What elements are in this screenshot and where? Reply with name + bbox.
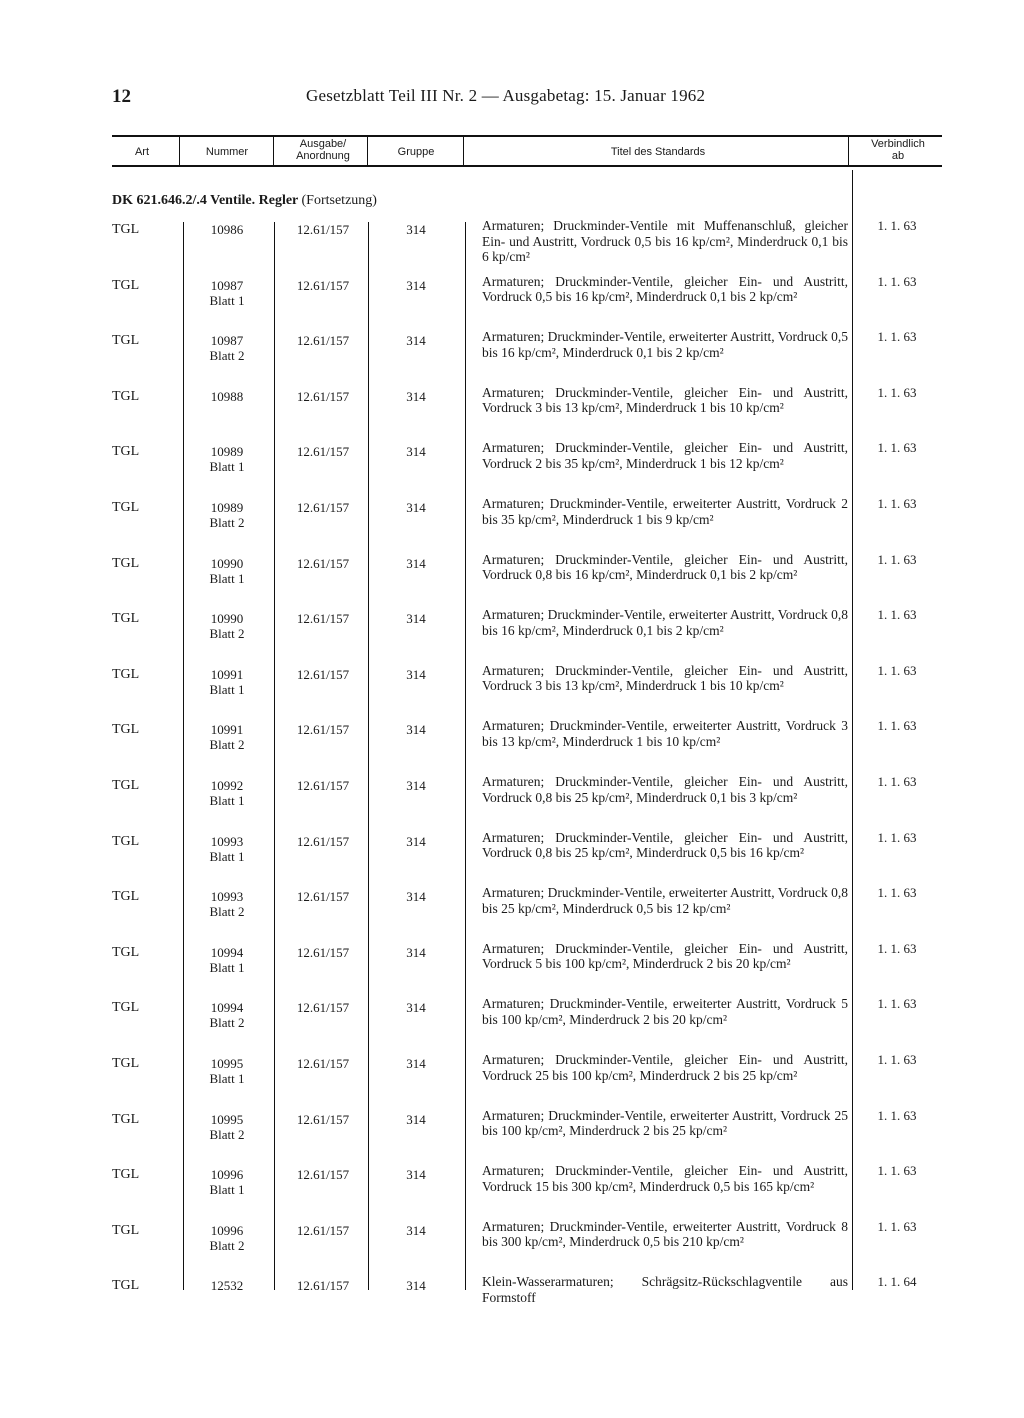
row-ausgabe: 12.61/157 (296, 1000, 350, 1016)
table-row (0, 1274, 1024, 1326)
row-verbindlich-ab: 1. 1. 64 (877, 1274, 917, 1290)
row-art: TGL (112, 1167, 140, 1183)
row-ausgabe: 12.61/157 (296, 1056, 350, 1071)
row-verbindlich-ab: 1. 1. 63 (877, 940, 917, 956)
row-verbindlich-ab: 1. 1. 63 (877, 273, 917, 289)
row-verbindlich-ab: 1. 1. 63 (877, 384, 917, 400)
row-nummer (180, 278, 274, 308)
row-nummer (180, 889, 274, 919)
row-number: 10995 (210, 1056, 244, 1071)
col-header-ausgabe (278, 138, 368, 162)
row-titel: Armaturen; Druckminder-Ventile, gleicher Ein- und Austritt, Vordruck 25 bis 100 kp/cm², Minderdruck 2 bis 25 kp/cm² (482, 1052, 848, 1083)
row-verbindlich-ab: 1. 1. 63 (877, 1052, 917, 1067)
col-header-verbindlich-line1: Verbindlich (871, 138, 925, 150)
header-divider (848, 137, 849, 165)
row-blatt: Blatt 1 (209, 959, 245, 975)
row-nummer (180, 1278, 274, 1293)
row-number: 10994 (210, 1000, 244, 1016)
row-gruppe: 314 (406, 722, 426, 738)
header-divider (367, 137, 368, 165)
row-gruppe: 314 (406, 666, 426, 682)
row-blatt: Blatt 1 (209, 793, 245, 808)
table-row (0, 885, 1024, 937)
row-verbindlich-ab: 1. 1. 63 (877, 1107, 917, 1123)
row-titel: Armaturen; Druckminder-Ventile, gleicher Ein- und Austritt, Vordruck 0,8 bis 16 kp/cm², Minderdruck 0,1 bis 2 kp/cm² (482, 551, 848, 583)
row-blatt: Blatt 2 (209, 1237, 245, 1253)
row-ausgabe: 12.61/157 (296, 500, 350, 515)
row-titel: Armaturen; Druckminder-Ventile, erweiterter Austritt, Vordruck 3 bis 13 kp/cm², Minderdruck 1 bis 10 kp/cm² (482, 718, 848, 749)
row-titel: Armaturen; Druckminder-Ventile, gleicher Ein- und Austritt, Vordruck 3 bis 13 kp/cm², Minderdruck 1 bis 10 kp/cm² (482, 384, 848, 416)
row-ausgabe: 12.61/157 (296, 222, 350, 237)
row-titel: Armaturen; Druckminder-Ventile, erweiterter Austritt, Vordruck 0,8 bis 16 kp/cm², Minderdruck 0,1 bis 2 kp/cm² (482, 607, 848, 638)
row-verbindlich-ab: 1. 1. 63 (877, 774, 917, 789)
row-number: 12532 (210, 1278, 244, 1294)
table-row (0, 1108, 1024, 1160)
row-nummer (180, 222, 274, 237)
row-number: 10991 (210, 722, 244, 738)
row-art: TGL (112, 722, 140, 738)
row-ausgabe: 12.61/157 (296, 277, 350, 293)
row-ausgabe: 12.61/157 (296, 1111, 350, 1127)
row-ausgabe: 12.61/157 (296, 388, 350, 404)
row-verbindlich-ab: 1. 1. 63 (877, 996, 917, 1012)
row-gruppe: 314 (406, 1278, 426, 1294)
row-number: 10988 (210, 388, 244, 404)
row-ausgabe: 12.61/157 (296, 1222, 350, 1238)
row-blatt: Blatt 1 (209, 292, 245, 308)
row-blatt: Blatt 2 (209, 737, 245, 753)
row-nummer (180, 834, 274, 864)
row-blatt: Blatt 1 (209, 681, 245, 697)
row-gruppe: 314 (406, 222, 426, 237)
row-ausgabe: 12.61/157 (296, 333, 350, 349)
row-ausgabe: 12.61/157 (296, 444, 350, 460)
table-header-rule (112, 165, 942, 167)
table-row (0, 218, 1024, 270)
row-ausgabe: 12.61/157 (296, 889, 350, 905)
row-blatt: Blatt 2 (209, 348, 245, 364)
row-verbindlich-ab: 1. 1. 63 (877, 496, 917, 511)
row-blatt: Blatt 2 (209, 904, 245, 920)
table-row (0, 329, 1024, 381)
row-blatt: Blatt 2 (209, 515, 245, 530)
row-titel: Armaturen; Druckminder-Ventile mit Muffenanschluß, gleicher Ein- und Austritt, Vordruck 0,5 bis 16 kp/cm², Minderdruck 0,1 bis 6 kp/cm² (482, 218, 848, 264)
row-art: TGL (112, 889, 140, 905)
col-header-verbindlich-line2: ab (891, 150, 905, 162)
header-divider (273, 137, 274, 165)
table-row (0, 1052, 1024, 1104)
row-titel: Armaturen; Druckminder-Ventile, gleicher Ein- und Austritt, Vordruck 0,5 bis 16 kp/cm², Minderdruck 0,1 bis 2 kp/cm² (482, 273, 848, 305)
row-nummer (180, 444, 274, 474)
row-ausgabe: 12.61/157 (296, 944, 350, 960)
table-row (0, 996, 1024, 1048)
row-ausgabe: 12.61/157 (296, 1167, 350, 1183)
table-row (0, 774, 1024, 826)
row-blatt: Blatt 1 (209, 1071, 245, 1086)
row-gruppe: 314 (406, 1111, 426, 1127)
row-nummer (180, 778, 274, 808)
row-nummer (180, 333, 274, 363)
row-art: TGL (112, 388, 140, 404)
row-nummer (180, 611, 274, 641)
row-titel: Armaturen; Druckminder-Ventile, gleicher Ein- und Austritt, Vordruck 5 bis 100 kp/cm², Minderdruck 2 bis 20 kp/cm² (482, 940, 848, 972)
row-number: 10996 (210, 1167, 244, 1183)
row-gruppe: 314 (406, 1222, 426, 1238)
row-art: TGL (112, 833, 140, 849)
row-number: 10987 (210, 333, 244, 349)
row-gruppe: 314 (406, 333, 426, 349)
row-art: TGL (112, 277, 140, 293)
row-verbindlich-ab: 1. 1. 63 (877, 662, 917, 678)
col-header-verbindlich (852, 138, 944, 162)
table-row (0, 385, 1024, 437)
row-nummer (180, 722, 274, 752)
row-nummer (180, 667, 274, 697)
row-ausgabe: 12.61/157 (296, 611, 350, 627)
row-nummer (180, 1167, 274, 1197)
row-titel: Armaturen; Druckminder-Ventile, gleicher Ein- und Austritt, Vordruck 0,8 bis 25 kp/cm², Minderdruck 0,1 bis 3 kp/cm² (482, 774, 848, 805)
row-gruppe: 314 (406, 778, 426, 793)
row-verbindlich-ab: 1. 1. 63 (877, 1218, 917, 1234)
row-titel: Armaturen; Druckminder-Ventile, erweiterter Austritt, Vordruck 5 bis 100 kp/cm², Minderdruck 2 bis 20 kp/cm² (482, 996, 848, 1027)
row-titel: Armaturen; Druckminder-Ventile, gleicher Ein- und Austritt, Vordruck 3 bis 13 kp/cm², Minderdruck 1 bis 10 kp/cm² (482, 662, 848, 694)
row-titel: Armaturen; Druckminder-Ventile, erweiterter Austritt, Vordruck 25 bis 100 kp/cm², Minderdruck 2 bis 25 kp/cm² (482, 1107, 848, 1139)
col-header-ausgabe-line2: Anordnung (296, 150, 350, 162)
row-gruppe: 314 (406, 277, 426, 293)
row-art: TGL (112, 1000, 140, 1016)
col-header-art: Art (134, 146, 150, 158)
row-verbindlich-ab: 1. 1. 63 (877, 718, 917, 734)
row-gruppe: 314 (406, 555, 426, 571)
row-verbindlich-ab: 1. 1. 63 (877, 218, 917, 233)
row-titel: Armaturen; Druckminder-Ventile, gleicher Ein- und Austritt, Vordruck 0,8 bis 25 kp/cm², Minderdruck 0,5 bis 16 kp/cm² (482, 829, 848, 861)
row-nummer (180, 1112, 274, 1142)
row-gruppe: 314 (406, 1056, 426, 1071)
row-blatt: Blatt 1 (209, 1182, 245, 1198)
row-blatt: Blatt 2 (209, 1126, 245, 1142)
table-row (0, 718, 1024, 770)
row-art: TGL (112, 611, 140, 627)
table-row (0, 663, 1024, 715)
row-blatt: Blatt 2 (209, 1015, 245, 1031)
row-titel: Armaturen; Druckminder-Ventile, erweiterter Austritt, Vordruck 2 bis 35 kp/cm², Minderdruck 1 bis 9 kp/cm² (482, 496, 848, 527)
row-art: TGL (112, 1222, 140, 1238)
row-number: 10986 (210, 222, 244, 237)
row-blatt: Blatt 1 (209, 570, 245, 586)
row-titel: Armaturen; Druckminder-Ventile, erweiterter Austritt, Vordruck 0,5 bis 16 kp/cm², Minderdruck 0,1 bis 2 kp/cm² (482, 329, 848, 360)
row-number: 10993 (210, 889, 244, 905)
row-nummer (180, 1056, 274, 1086)
row-nummer (180, 500, 274, 530)
row-blatt: Blatt 2 (209, 626, 245, 642)
row-titel: Armaturen; Druckminder-Ventile, erweiterter Austritt, Vordruck 8 bis 300 kp/cm², Minderdruck 0,5 bis 210 kp/cm² (482, 1218, 848, 1250)
row-art: TGL (112, 1278, 140, 1294)
row-ausgabe: 12.61/157 (296, 722, 350, 738)
row-verbindlich-ab: 1. 1. 63 (877, 607, 917, 623)
row-ausgabe: 12.61/157 (296, 1278, 350, 1294)
row-number: 10995 (210, 1111, 244, 1127)
section-title-bold: DK 621.646.2/.4 Ventile. Regler (112, 193, 299, 208)
row-number: 10994 (210, 944, 244, 960)
col-header-nummer: Nummer (205, 146, 249, 158)
col-header-titel: Titel des Standards (610, 146, 706, 158)
table-row (0, 830, 1024, 882)
section-title-suffix: (Fortsetzung) (301, 193, 377, 208)
table-row (0, 274, 1024, 326)
row-art: TGL (112, 778, 140, 793)
row-verbindlich-ab: 1. 1. 63 (877, 1163, 917, 1179)
row-gruppe: 314 (406, 889, 426, 905)
row-number: 10987 (210, 277, 244, 293)
row-number: 10990 (210, 611, 244, 627)
row-art: TGL (112, 444, 140, 460)
col-header-gruppe: Gruppe (397, 146, 435, 158)
row-nummer (180, 1223, 274, 1253)
row-nummer (180, 389, 274, 404)
row-gruppe: 314 (406, 444, 426, 460)
row-number: 10990 (210, 555, 244, 571)
col-header-ausgabe-line1: Ausgabe/ (299, 138, 347, 150)
header-divider (463, 137, 464, 165)
table-top-rule (112, 135, 942, 137)
table-row (0, 1163, 1024, 1215)
row-blatt: Blatt 1 (209, 848, 245, 864)
row-verbindlich-ab: 1. 1. 63 (877, 329, 917, 345)
row-art: TGL (112, 333, 140, 349)
row-titel: Armaturen; Druckminder-Ventile, gleicher Ein- und Austritt, Vordruck 2 bis 35 kp/cm², Minderdruck 1 bis 12 kp/cm² (482, 440, 848, 471)
table-row (0, 941, 1024, 993)
row-ausgabe: 12.61/157 (296, 555, 350, 571)
row-number: 10996 (210, 1222, 244, 1238)
table-row (0, 552, 1024, 604)
row-art: TGL (112, 500, 140, 515)
row-number: 10993 (210, 833, 244, 849)
row-number: 10992 (210, 778, 244, 793)
section-title (112, 193, 377, 209)
table-row (0, 440, 1024, 492)
header-title: Gesetzblatt Teil III Nr. 2 — Ausgabetag: 15. Januar 1962 (306, 86, 706, 105)
table-row (0, 607, 1024, 659)
page-header (112, 86, 942, 114)
row-gruppe: 314 (406, 1000, 426, 1016)
row-titel: Armaturen; Druckminder-Ventile, gleicher Ein- und Austritt, Vordruck 15 bis 300 kp/cm², Minderdruck 0,5 bis 165 kp/cm² (482, 1163, 848, 1194)
row-verbindlich-ab: 1. 1. 63 (877, 829, 917, 845)
page-number: 12 (112, 86, 131, 107)
row-titel: Armaturen; Druckminder-Ventile, erweiterter Austritt, Vordruck 0,8 bis 25 kp/cm², Minderdruck 0,5 bis 12 kp/cm² (482, 885, 848, 916)
row-gruppe: 314 (406, 388, 426, 404)
row-art: TGL (112, 555, 140, 571)
row-ausgabe: 12.61/157 (296, 666, 350, 682)
row-art: TGL (112, 1056, 140, 1071)
row-gruppe: 314 (406, 611, 426, 627)
row-verbindlich-ab: 1. 1. 63 (877, 885, 917, 901)
row-ausgabe: 12.61/157 (296, 778, 350, 793)
row-gruppe: 314 (406, 500, 426, 515)
row-nummer (180, 945, 274, 975)
row-verbindlich-ab: 1. 1. 63 (877, 440, 917, 456)
row-art: TGL (112, 944, 140, 960)
row-art: TGL (112, 222, 140, 237)
row-gruppe: 314 (406, 944, 426, 960)
row-number: 10991 (210, 666, 244, 682)
table-row (0, 1219, 1024, 1271)
row-art: TGL (112, 666, 140, 682)
row-nummer (180, 1000, 274, 1030)
row-number: 10989 (210, 444, 244, 460)
row-blatt: Blatt 1 (209, 459, 245, 475)
row-nummer (180, 556, 274, 586)
row-ausgabe: 12.61/157 (296, 833, 350, 849)
row-gruppe: 314 (406, 833, 426, 849)
row-art: TGL (112, 1111, 140, 1127)
row-gruppe: 314 (406, 1167, 426, 1183)
row-titel: Klein-Wasserarmaturen; Schrägsitz-Rückschlagventile aus Formstoff (482, 1274, 848, 1305)
table-row (0, 496, 1024, 548)
row-verbindlich-ab: 1. 1. 63 (877, 551, 917, 567)
row-number: 10989 (210, 500, 244, 515)
header-divider (179, 137, 180, 165)
